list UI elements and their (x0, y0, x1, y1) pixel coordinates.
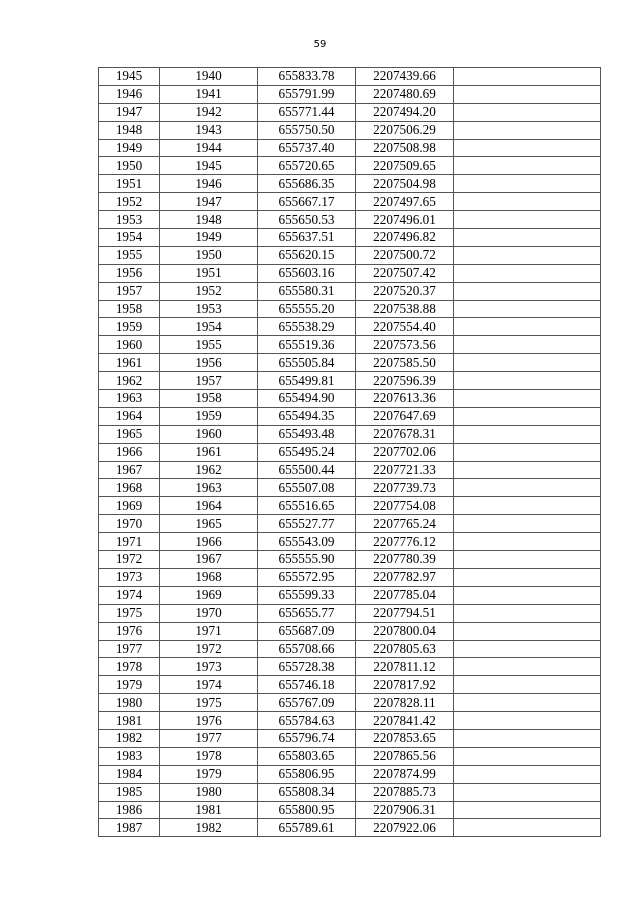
table-row (99, 211, 601, 229)
table-cell: 2207497.65 (356, 193, 454, 211)
table-cell: 1959 (160, 407, 258, 425)
table-cell: 2207765.24 (356, 515, 454, 533)
table-row (99, 551, 601, 569)
table-cell: 655572.95 (258, 568, 356, 586)
table-row (99, 390, 601, 408)
table-cell: 1985 (99, 783, 160, 801)
table-cell (454, 533, 601, 551)
table-cell: 1946 (99, 85, 160, 103)
table-cell: 1971 (99, 533, 160, 551)
table-cell (454, 246, 601, 264)
table-cell: 1957 (160, 372, 258, 390)
table-cell: 655728.38 (258, 658, 356, 676)
table-cell (454, 640, 601, 658)
table-row (99, 318, 601, 336)
table-cell: 655686.35 (258, 175, 356, 193)
table-cell: 1977 (160, 729, 258, 747)
table-cell: 2207776.12 (356, 533, 454, 551)
table-cell: 655543.09 (258, 533, 356, 551)
table-cell: 1955 (99, 246, 160, 264)
table-cell (454, 68, 601, 86)
table-row (99, 425, 601, 443)
table-cell: 2207496.82 (356, 229, 454, 247)
table-cell: 2207538.88 (356, 300, 454, 318)
table-row (99, 819, 601, 837)
table-cell: 655655.77 (258, 604, 356, 622)
table-row (99, 783, 601, 801)
table-cell: 1984 (99, 765, 160, 783)
table-cell: 1980 (160, 783, 258, 801)
table-cell: 2207885.73 (356, 783, 454, 801)
table-cell: 1955 (160, 336, 258, 354)
table-cell (454, 193, 601, 211)
table-cell: 1952 (160, 282, 258, 300)
table-cell (454, 318, 601, 336)
table-cell: 655499.81 (258, 372, 356, 390)
table-cell: 655789.61 (258, 819, 356, 837)
table-cell: 655746.18 (258, 676, 356, 694)
table-cell: 2207506.29 (356, 121, 454, 139)
table-row (99, 479, 601, 497)
table-cell: 2207520.37 (356, 282, 454, 300)
table-cell: 2207841.42 (356, 712, 454, 730)
table-row (99, 586, 601, 604)
table-cell: 1950 (99, 157, 160, 175)
table-cell (454, 443, 601, 461)
table-row (99, 712, 601, 730)
table-cell (454, 479, 601, 497)
table-cell: 1962 (160, 461, 258, 479)
table-cell: 1953 (160, 300, 258, 318)
table-cell: 2207805.63 (356, 640, 454, 658)
table-row (99, 193, 601, 211)
table-cell: 655784.63 (258, 712, 356, 730)
table-cell: 1944 (160, 139, 258, 157)
table-cell: 2207782.97 (356, 568, 454, 586)
table-cell: 2207507.42 (356, 264, 454, 282)
table-cell: 1975 (160, 694, 258, 712)
table-row (99, 747, 601, 765)
table-cell: 2207817.92 (356, 676, 454, 694)
table-cell: 1945 (99, 68, 160, 86)
table-cell: 2207785.04 (356, 586, 454, 604)
table-cell: 1972 (99, 551, 160, 569)
table-cell: 2207906.31 (356, 801, 454, 819)
table-cell (454, 658, 601, 676)
table-cell (454, 712, 601, 730)
table-cell (454, 765, 601, 783)
table-cell (454, 676, 601, 694)
table-cell: 1981 (99, 712, 160, 730)
table-cell: 655833.78 (258, 68, 356, 86)
table-row (99, 407, 601, 425)
table-cell: 2207780.39 (356, 551, 454, 569)
table-cell: 655808.34 (258, 783, 356, 801)
table-cell: 2207496.01 (356, 211, 454, 229)
table-row (99, 103, 601, 121)
table-cell: 655708.66 (258, 640, 356, 658)
table-cell: 1966 (99, 443, 160, 461)
table-cell: 655803.65 (258, 747, 356, 765)
table-row (99, 229, 601, 247)
table-cell (454, 139, 601, 157)
table-cell: 1941 (160, 85, 258, 103)
table-cell: 2207811.12 (356, 658, 454, 676)
table-cell: 1951 (99, 175, 160, 193)
table-row (99, 729, 601, 747)
table-cell: 655720.65 (258, 157, 356, 175)
table-cell: 1947 (99, 103, 160, 121)
table-cell: 655493.48 (258, 425, 356, 443)
table-cell: 1961 (99, 354, 160, 372)
table-cell (454, 103, 601, 121)
table-cell: 655796.74 (258, 729, 356, 747)
table-cell (454, 390, 601, 408)
table-cell (454, 264, 601, 282)
table-row (99, 622, 601, 640)
table-cell: 2207647.69 (356, 407, 454, 425)
table-cell: 1949 (160, 229, 258, 247)
table-cell: 1948 (99, 121, 160, 139)
table-cell: 1969 (99, 497, 160, 515)
table-row (99, 157, 601, 175)
table-row (99, 443, 601, 461)
table-cell (454, 622, 601, 640)
table-cell: 2207922.06 (356, 819, 454, 837)
page-number: 59 (313, 39, 327, 50)
table-cell: 1963 (160, 479, 258, 497)
table-cell (454, 586, 601, 604)
table-cell: 1949 (99, 139, 160, 157)
table-cell: 1969 (160, 586, 258, 604)
table-cell: 655495.24 (258, 443, 356, 461)
coordinate-table-body (99, 68, 601, 837)
table-cell: 655527.77 (258, 515, 356, 533)
table-cell: 1976 (99, 622, 160, 640)
table-cell: 655519.36 (258, 336, 356, 354)
table-cell: 1954 (99, 229, 160, 247)
table-cell: 2207721.33 (356, 461, 454, 479)
table-cell: 1970 (160, 604, 258, 622)
table-cell: 1958 (160, 390, 258, 408)
table-cell: 2207509.65 (356, 157, 454, 175)
table-cell: 655555.90 (258, 551, 356, 569)
table-cell: 655750.50 (258, 121, 356, 139)
table-cell: 1967 (160, 551, 258, 569)
table-row (99, 676, 601, 694)
table-cell: 1943 (160, 121, 258, 139)
table-cell: 2207702.06 (356, 443, 454, 461)
table-cell: 655500.44 (258, 461, 356, 479)
table-cell: 1959 (99, 318, 160, 336)
table-row (99, 568, 601, 586)
table-cell (454, 229, 601, 247)
table-cell: 1960 (160, 425, 258, 443)
table-cell: 1950 (160, 246, 258, 264)
table-cell: 1960 (99, 336, 160, 354)
table-cell: 655650.53 (258, 211, 356, 229)
table-cell: 1982 (160, 819, 258, 837)
table-cell: 1980 (99, 694, 160, 712)
table-cell: 1982 (99, 729, 160, 747)
table-cell (454, 461, 601, 479)
table-cell: 2207865.56 (356, 747, 454, 765)
table-cell: 655620.15 (258, 246, 356, 264)
table-row (99, 139, 601, 157)
table-cell: 1946 (160, 175, 258, 193)
coordinate-table (98, 67, 601, 837)
table-cell (454, 801, 601, 819)
table-cell: 1978 (99, 658, 160, 676)
table-cell: 2207596.39 (356, 372, 454, 390)
table-cell: 1958 (99, 300, 160, 318)
table-cell: 1974 (99, 586, 160, 604)
table-cell (454, 747, 601, 765)
table-row (99, 264, 601, 282)
table-cell: 655580.31 (258, 282, 356, 300)
table-cell: 1953 (99, 211, 160, 229)
table-cell: 1942 (160, 103, 258, 121)
table-cell: 655687.09 (258, 622, 356, 640)
table-row (99, 300, 601, 318)
table-cell (454, 211, 601, 229)
table-cell: 655767.09 (258, 694, 356, 712)
table-cell: 655599.33 (258, 586, 356, 604)
table-cell: 2207504.98 (356, 175, 454, 193)
table-cell: 655737.40 (258, 139, 356, 157)
table-cell: 1987 (99, 819, 160, 837)
table-row (99, 121, 601, 139)
table-cell: 655791.99 (258, 85, 356, 103)
table-cell (454, 282, 601, 300)
table-cell: 2207585.50 (356, 354, 454, 372)
table-cell: 655806.95 (258, 765, 356, 783)
table-cell (454, 694, 601, 712)
table-cell: 655637.51 (258, 229, 356, 247)
table-cell: 1971 (160, 622, 258, 640)
table-row (99, 372, 601, 390)
table-cell: 2207554.40 (356, 318, 454, 336)
table-row (99, 246, 601, 264)
table-cell: 2207494.20 (356, 103, 454, 121)
table-cell: 655800.95 (258, 801, 356, 819)
table-row (99, 801, 601, 819)
table-row (99, 461, 601, 479)
table-cell: 1956 (99, 264, 160, 282)
table-cell (454, 300, 601, 318)
table-cell: 1968 (99, 479, 160, 497)
table-row (99, 282, 601, 300)
table-cell: 2207480.69 (356, 85, 454, 103)
table-cell: 1963 (99, 390, 160, 408)
table-cell (454, 157, 601, 175)
table-cell: 2207828.11 (356, 694, 454, 712)
table-cell: 1972 (160, 640, 258, 658)
table-cell: 1965 (160, 515, 258, 533)
table-cell: 2207439.66 (356, 68, 454, 86)
table-row (99, 604, 601, 622)
table-cell (454, 407, 601, 425)
table-cell: 1968 (160, 568, 258, 586)
table-cell: 1964 (160, 497, 258, 515)
table-cell: 655505.84 (258, 354, 356, 372)
table-cell: 655771.44 (258, 103, 356, 121)
table-cell: 1973 (99, 568, 160, 586)
table-cell: 1977 (99, 640, 160, 658)
table-cell: 2207613.36 (356, 390, 454, 408)
table-cell (454, 515, 601, 533)
table-cell: 1962 (99, 372, 160, 390)
table-cell (454, 354, 601, 372)
table-cell (454, 497, 601, 515)
table-cell: 1947 (160, 193, 258, 211)
table-cell (454, 336, 601, 354)
table-row (99, 515, 601, 533)
table-cell: 2207853.65 (356, 729, 454, 747)
table-cell: 1956 (160, 354, 258, 372)
table-cell: 655667.17 (258, 193, 356, 211)
table-row (99, 497, 601, 515)
table-row (99, 336, 601, 354)
table-cell: 1954 (160, 318, 258, 336)
table-cell: 2207794.51 (356, 604, 454, 622)
table-cell: 1952 (99, 193, 160, 211)
table-cell: 1986 (99, 801, 160, 819)
table-row (99, 68, 601, 86)
table-cell (454, 819, 601, 837)
table-cell (454, 604, 601, 622)
table-cell: 655538.29 (258, 318, 356, 336)
table-cell: 2207573.56 (356, 336, 454, 354)
table-cell: 2207500.72 (356, 246, 454, 264)
table-cell: 1965 (99, 425, 160, 443)
table-cell: 1981 (160, 801, 258, 819)
table-cell: 1973 (160, 658, 258, 676)
table-cell (454, 568, 601, 586)
table-cell: 1975 (99, 604, 160, 622)
table-cell: 655516.65 (258, 497, 356, 515)
table-cell (454, 121, 601, 139)
table-cell: 1979 (99, 676, 160, 694)
table-row (99, 640, 601, 658)
table-cell: 1945 (160, 157, 258, 175)
table-cell: 1983 (99, 747, 160, 765)
table-cell: 1957 (99, 282, 160, 300)
table-cell: 655555.20 (258, 300, 356, 318)
table-row (99, 175, 601, 193)
table-row (99, 533, 601, 551)
table-cell: 2207800.04 (356, 622, 454, 640)
table-cell: 2207874.99 (356, 765, 454, 783)
table-cell: 655603.16 (258, 264, 356, 282)
table-cell: 2207678.31 (356, 425, 454, 443)
table-row (99, 765, 601, 783)
table-cell: 1976 (160, 712, 258, 730)
table-cell (454, 551, 601, 569)
table-cell: 1978 (160, 747, 258, 765)
table-cell (454, 729, 601, 747)
table-cell: 2207508.98 (356, 139, 454, 157)
table-cell: 1948 (160, 211, 258, 229)
table-row (99, 85, 601, 103)
table-cell: 1970 (99, 515, 160, 533)
table-cell: 655494.35 (258, 407, 356, 425)
table-cell: 1967 (99, 461, 160, 479)
table-cell: 655507.08 (258, 479, 356, 497)
table-row (99, 354, 601, 372)
table-cell: 1951 (160, 264, 258, 282)
table-row (99, 658, 601, 676)
table-cell: 1961 (160, 443, 258, 461)
table-cell (454, 85, 601, 103)
table-cell: 1974 (160, 676, 258, 694)
table-cell (454, 425, 601, 443)
table-cell: 1979 (160, 765, 258, 783)
table-row (99, 694, 601, 712)
table-cell: 2207739.73 (356, 479, 454, 497)
table-cell: 1966 (160, 533, 258, 551)
table-cell (454, 175, 601, 193)
table-cell: 1964 (99, 407, 160, 425)
table-cell: 2207754.08 (356, 497, 454, 515)
table-cell (454, 372, 601, 390)
table-cell: 1940 (160, 68, 258, 86)
table-cell (454, 783, 601, 801)
table-cell: 655494.90 (258, 390, 356, 408)
